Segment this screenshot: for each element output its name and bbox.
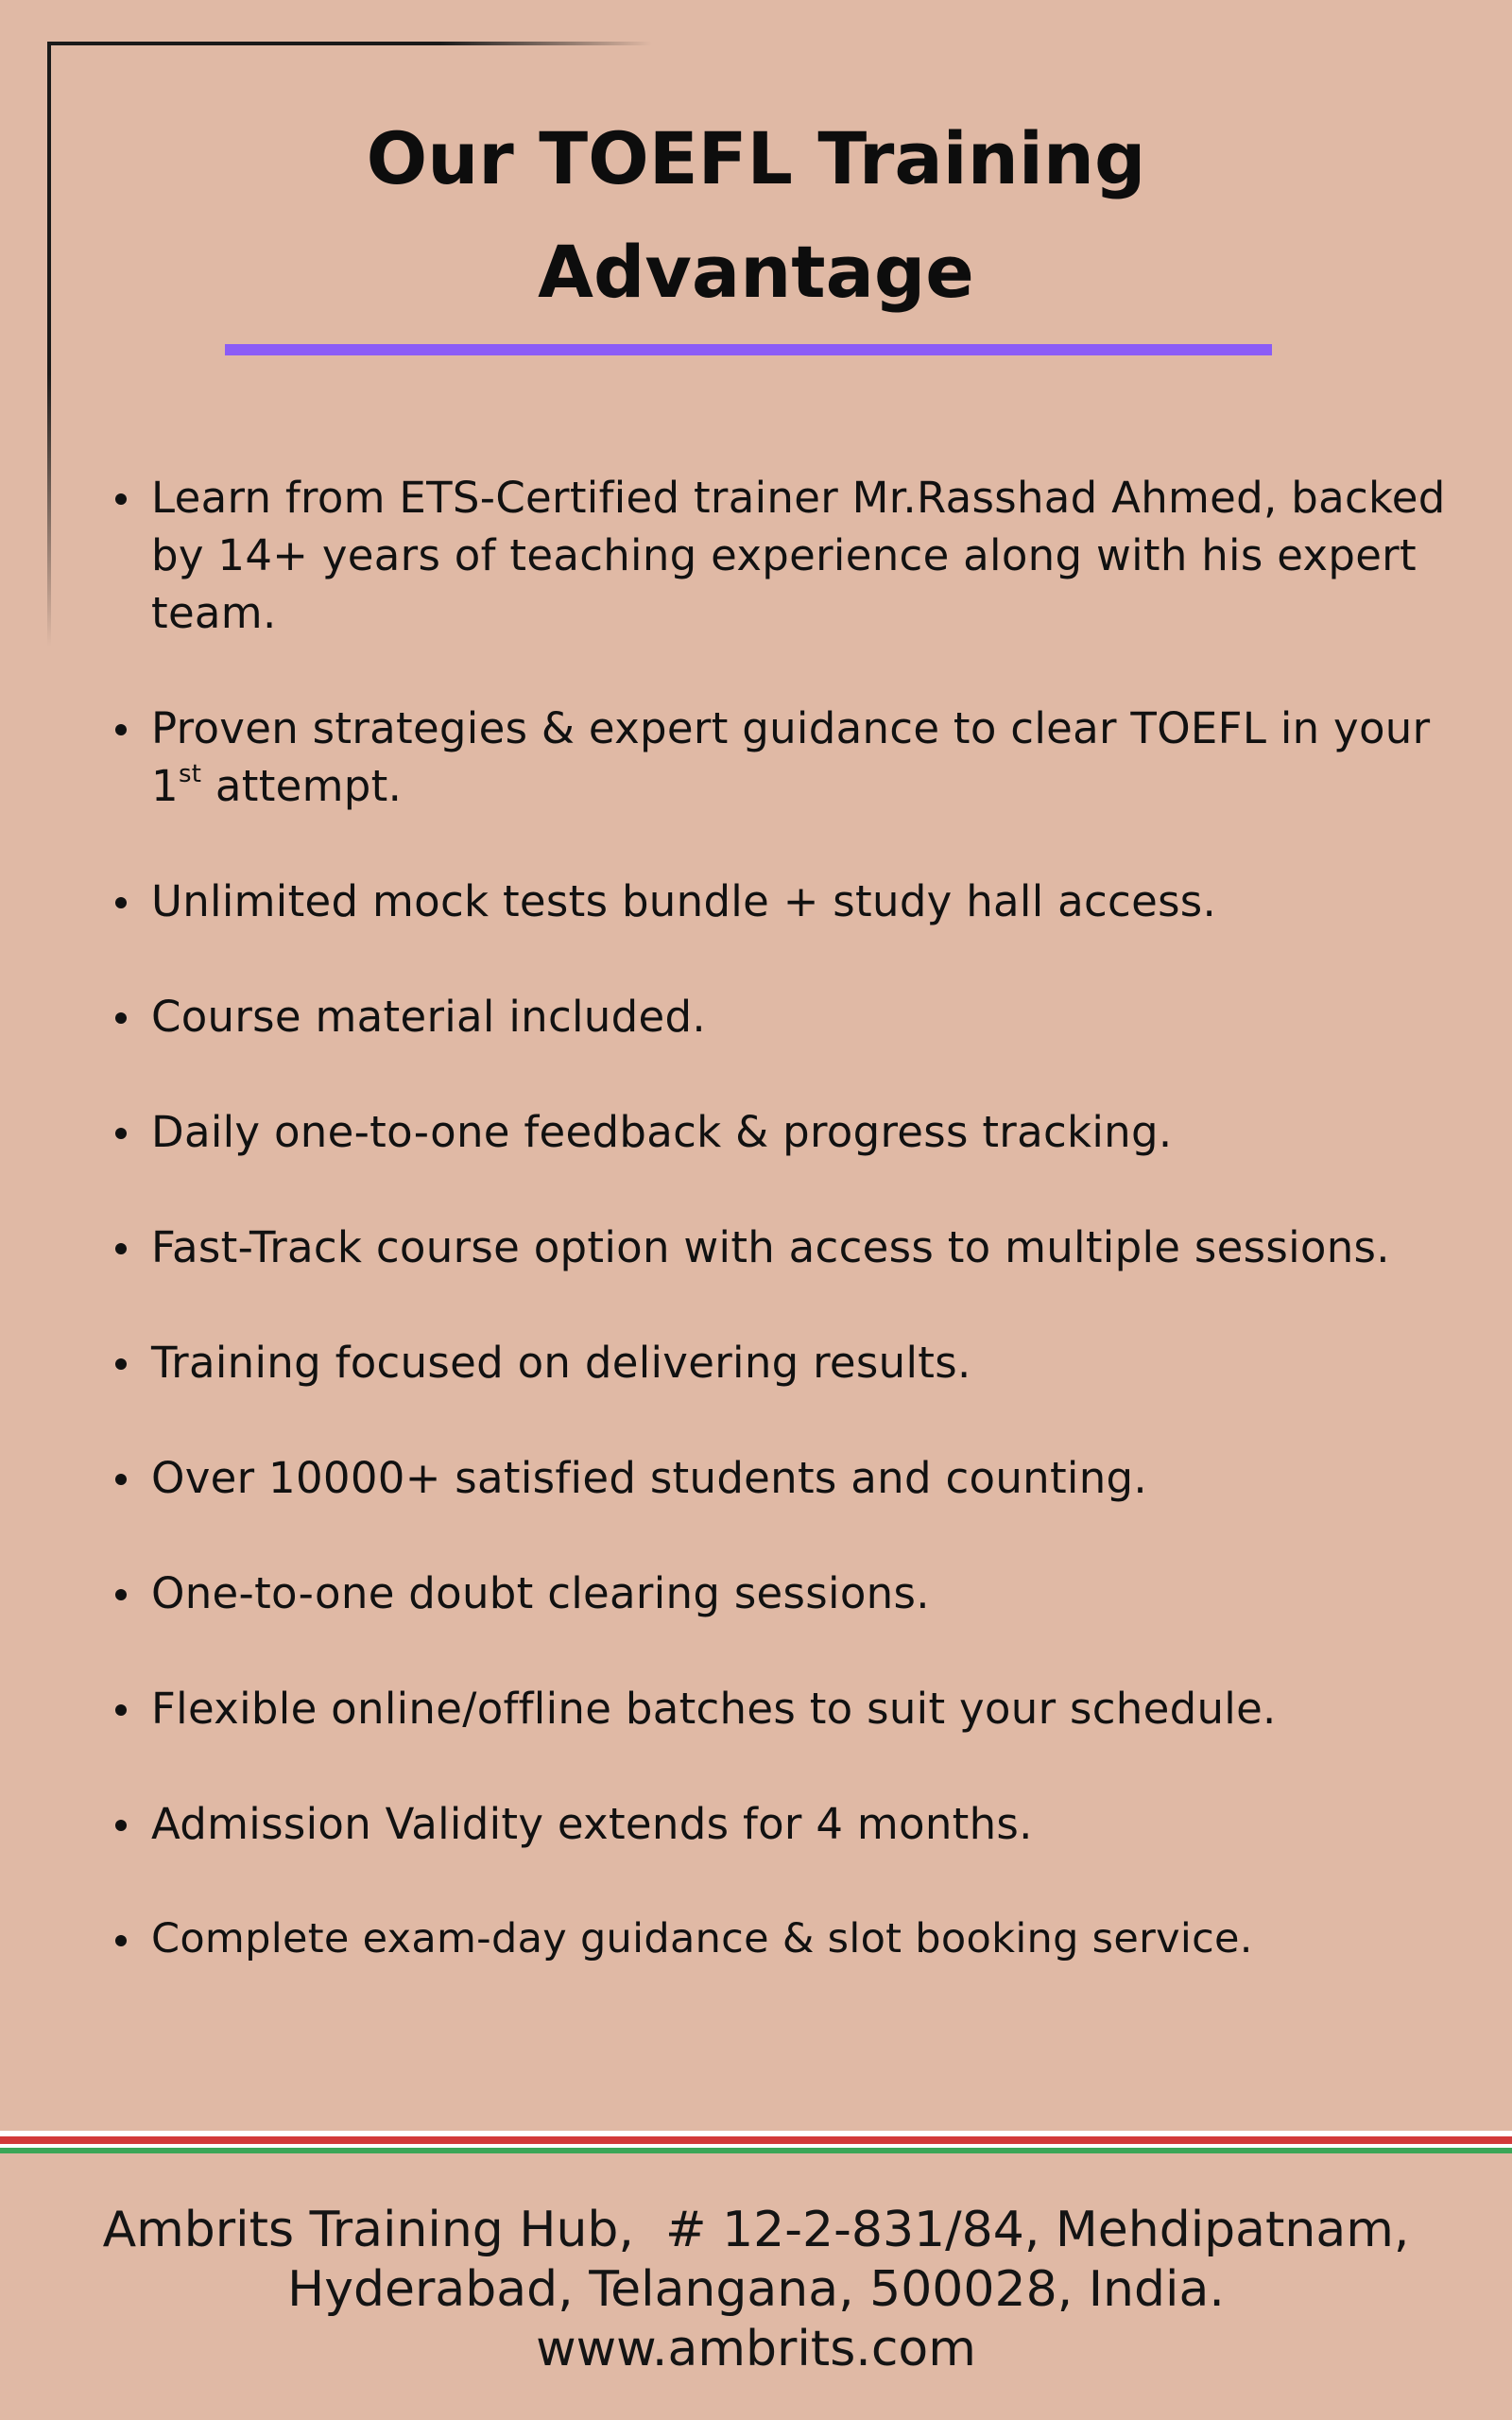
advantage-item-trainer [112, 469, 1472, 642]
title-underline-divider [225, 344, 1272, 355]
stripe-red [0, 2136, 1512, 2144]
advantage-text: Daily one-to-one feedback & progress tracking. [151, 1107, 1173, 1157]
advantage-item-doubt-clearing [112, 1564, 1472, 1622]
advantage-item-flexible-batches [112, 1680, 1472, 1737]
advantage-text-tail: attempt. [201, 761, 403, 811]
advantage-text: Learn from ETS-Certified trainer Mr.Rasshad Ahmed, backed by 14+ years of teaching experience along with his expert team. [151, 473, 1446, 638]
advantage-text: Flexible online/offline batches to suit your schedule. [151, 1684, 1277, 1734]
corner-frame-top-line [47, 42, 652, 45]
advantage-text: Fast-Track course option with access to multiple sessions. [151, 1222, 1390, 1272]
advantage-item-admission-validity [112, 1795, 1472, 1853]
advantage-text: Complete exam-day guidance & slot booking service. [151, 1915, 1253, 1962]
advantage-item-results-focus [112, 1334, 1472, 1392]
page-title-line-1: Our TOEFL Training [366, 116, 1146, 200]
advantage-item-course-material [112, 988, 1472, 1046]
page-title-line-2: Advantage [538, 230, 974, 314]
advantages-list [112, 469, 1472, 2026]
decorative-stripes [0, 2131, 1512, 2153]
footer-website-link[interactable]: www.ambrits.com [536, 2321, 976, 2377]
advantage-text: Training focused on delivering results. [151, 1338, 971, 1388]
footer-address-block [0, 2201, 1512, 2379]
advantage-item-daily-feedback [112, 1103, 1472, 1161]
advantage-item-satisfied-students [112, 1449, 1472, 1507]
footer-address-line-1: Ambrits Training Hub, # 12-2-831/84, Mehdipatnam, [102, 2202, 1410, 2258]
footer-address-line-2: Hyderabad, Telangana, 500028, India. [287, 2261, 1225, 2318]
advantage-text: One-to-one doubt clearing sessions. [151, 1568, 930, 1618]
page-title [0, 102, 1512, 329]
advantage-item-mock-tests [112, 873, 1472, 930]
advantage-text: Over 10000+ satisfied students and counting. [151, 1453, 1148, 1503]
ordinal-suffix: st [178, 760, 202, 788]
advantage-item-exam-day-guidance [112, 1910, 1472, 1968]
advantage-text: Proven strategies & expert guidance to clear TOEFL in your 1 [151, 703, 1431, 811]
advantage-text: Course material included. [151, 992, 706, 1042]
stripe-green [0, 2148, 1512, 2153]
advantage-item-strategies [112, 700, 1472, 815]
advantage-text: Unlimited mock tests bundle + study hall access. [151, 876, 1217, 926]
advantage-item-fast-track [112, 1219, 1472, 1276]
advantage-text: Admission Validity extends for 4 months. [151, 1799, 1033, 1849]
